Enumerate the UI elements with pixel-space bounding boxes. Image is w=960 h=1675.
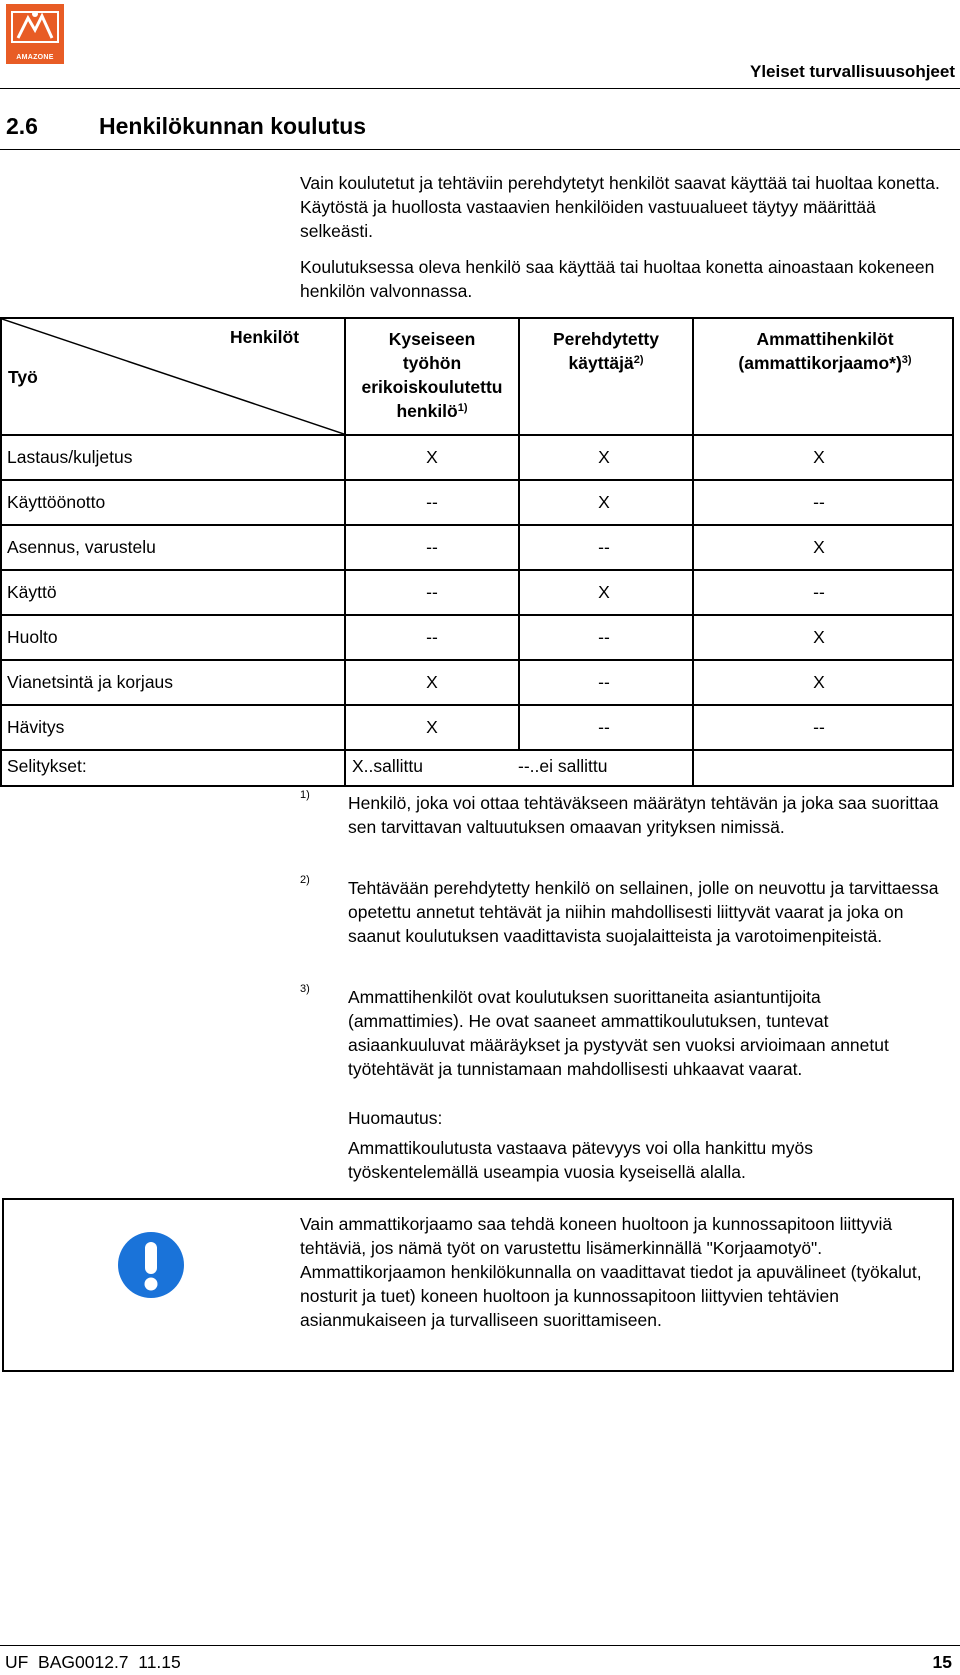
header-text: henkilö <box>396 401 458 421</box>
header-line: Ammattihenkilöt <box>756 329 894 349</box>
column-divider <box>344 436 346 479</box>
header-text: käyttäjä <box>568 353 634 373</box>
cell-value: -- <box>426 582 438 602</box>
header-text: (ammattikorjaamo*) <box>738 353 902 373</box>
column-divider <box>518 661 520 704</box>
footnote-text: Tehtävään perehdytetty henkilö on sellainen, jolle on neuvottu ja tarvittaessa opetettu annetut tehtävät ja niihin mahdollisesti liittyvät vaarat ja joka on saanut koulutuksen vaadittavista suojalaitteista ja varotoimenpiteistä. <box>348 878 939 946</box>
footnote-ref: 3) <box>901 354 912 366</box>
column-divider <box>692 436 694 479</box>
warning-box <box>2 1198 954 1372</box>
footnote-mark: 2) <box>300 874 310 886</box>
column-divider <box>692 571 694 614</box>
column-divider <box>344 526 346 569</box>
row-label: Hävitys <box>7 717 65 737</box>
cell-value: X <box>426 447 438 467</box>
column-divider <box>692 481 694 524</box>
legend-row <box>0 749 954 787</box>
corner-row-label: Työ <box>8 367 38 387</box>
column-divider <box>518 436 520 479</box>
cell-value: X <box>426 672 438 692</box>
row-label: Lastaus/kuljetus <box>7 447 133 467</box>
cell-value: -- <box>598 717 610 737</box>
cell-value: -- <box>598 537 610 557</box>
table-row <box>0 434 954 479</box>
table-row <box>0 614 954 659</box>
table-row <box>0 659 954 704</box>
column-divider <box>518 571 520 614</box>
cell-value: X <box>598 582 610 602</box>
amazone-logo <box>6 4 64 64</box>
column-divider <box>344 571 346 614</box>
section-number: 2.6 <box>6 113 38 139</box>
table-row <box>0 524 954 569</box>
cell-value: X <box>813 537 825 557</box>
column-divider <box>344 616 346 659</box>
column-divider <box>692 706 694 749</box>
cell-value: X <box>813 447 825 467</box>
page-number: 15 <box>932 1652 952 1672</box>
note-label: Huomautus: <box>348 1108 443 1128</box>
footnote-2 <box>300 876 940 948</box>
cell-value: -- <box>813 492 825 512</box>
footnote-3 <box>300 985 940 1081</box>
row-label: Käyttö <box>7 582 57 602</box>
corner-col-label: Henkilöt <box>230 327 300 347</box>
footnote-mark: 3) <box>300 983 310 995</box>
cell-value: -- <box>426 627 438 647</box>
footnote-ref: 2) <box>633 354 644 366</box>
intro-paragraph-2: Koulutuksessa oleva henkilö saa käyttää tai huoltaa konetta ainoastaan kokeneen henkilön valvonnassa. <box>300 257 935 301</box>
table-row <box>0 569 954 614</box>
cell-value: -- <box>813 717 825 737</box>
header-line <box>346 399 518 423</box>
warning-text: Vain ammattikorjaamo saa tehdä koneen huoltoon ja kunnossapitoon liittyviä tehtäviä, jos nämä työt on varustettu lisämerkinnällä "Korjaamotyö". Ammattikorjaamon henkilökunnalla on vaadittavat tiedot ja apuvälineet (työkalut, nosturit ja tuet) koneen huoltoon ja kunnossapitoon liittyvien tehtävien asianmukaiseen ja turvalliseen suorittamiseen. <box>300 1214 922 1330</box>
section-title <box>6 113 366 140</box>
row-label: Huolto <box>7 627 58 647</box>
table-row <box>0 479 954 524</box>
column-divider <box>692 661 694 704</box>
column-divider <box>344 481 346 524</box>
row-label: Asennus, varustelu <box>7 537 156 557</box>
cell-value: X <box>598 492 610 512</box>
column-divider <box>344 751 346 785</box>
row-label: Käyttöönotto <box>7 492 106 512</box>
column-header-operator <box>520 327 692 375</box>
logo-text: AMAZONE <box>16 54 54 61</box>
document-id: UF BAG0012.7 11.15 <box>5 1652 181 1672</box>
legend-label: Selitykset: <box>7 756 87 776</box>
cell-value: -- <box>598 627 610 647</box>
exclamation-icon <box>116 1230 186 1300</box>
column-divider <box>692 616 694 659</box>
legend-not-allowed: --..ei sallittu <box>518 756 608 776</box>
cell-value: -- <box>813 582 825 602</box>
header-line: Perehdytetty <box>552 329 659 349</box>
cell-value: X <box>813 627 825 647</box>
row-label: Vianetsintä ja korjaus <box>7 672 174 692</box>
cell-value: -- <box>426 537 438 557</box>
column-header-professional <box>694 327 956 375</box>
column-divider <box>692 526 694 569</box>
header-line: erikoiskoulutettu <box>361 377 503 397</box>
column-divider <box>344 661 346 704</box>
column-divider <box>518 616 520 659</box>
training-matrix-table <box>0 317 954 787</box>
chapter-heading: Yleiset turvallisuusohjeet <box>749 62 955 81</box>
intro-paragraph-1: Vain koulutetut ja tehtäviin perehdytetyt henkilöt saavat käyttää tai huoltaa konetta. Käytöstä ja huollosta vastaavien henkilöiden vastuualueet täytyy määrittää selkeästi. <box>300 173 940 241</box>
header-line <box>520 351 692 375</box>
cell-value: X <box>813 672 825 692</box>
header-divider <box>0 88 960 89</box>
legend-allowed: X..sallittu <box>352 756 423 776</box>
note-text: Ammattikoulutusta vastaava pätevyys voi olla hankittu myös työskentelemällä useampia vuosia kyseisellä alalla. <box>348 1138 813 1182</box>
footnote-text: Ammattihenkilöt ovat koulutuksen suorittaneita asiantuntijoita (ammattimies). He ovat saaneet ammattikoulutuksen, tuntevat asiaankuuluvat määräykset ja pystyvät sen vuoksi arvioimaan annetut työtehtävät ja tunnistamaan mahdollisesti uhkaavat vaarat. <box>348 987 889 1079</box>
column-divider <box>518 706 520 749</box>
column-divider <box>344 706 346 749</box>
footnote-text: Henkilö, joka voi ottaa tehtäväkseen määrätyn tehtävän ja joka saa suorittaa sen tarvittavan valtuutuksen omaavan yrityksen nimissä. <box>348 793 939 837</box>
column-divider <box>518 481 520 524</box>
cell-value: -- <box>598 672 610 692</box>
header-line <box>694 351 956 375</box>
footnote-1 <box>300 791 940 839</box>
header-line: työhön <box>402 353 462 373</box>
footer-divider <box>0 1645 960 1646</box>
table-header <box>0 317 954 434</box>
table-row <box>0 704 954 749</box>
logo-emblem-icon <box>6 4 64 52</box>
column-header-specialist <box>346 327 518 423</box>
cell-value: X <box>426 717 438 737</box>
cell-value: X <box>598 447 610 467</box>
header-line: Kyseiseen <box>388 329 476 349</box>
section-divider <box>0 149 960 150</box>
section-title-text: Henkilökunnan koulutus <box>99 113 367 139</box>
cell-value: -- <box>426 492 438 512</box>
column-divider <box>692 751 694 785</box>
footnote-ref: 1) <box>457 402 468 414</box>
footnote-mark: 1) <box>300 789 310 801</box>
column-divider <box>518 526 520 569</box>
